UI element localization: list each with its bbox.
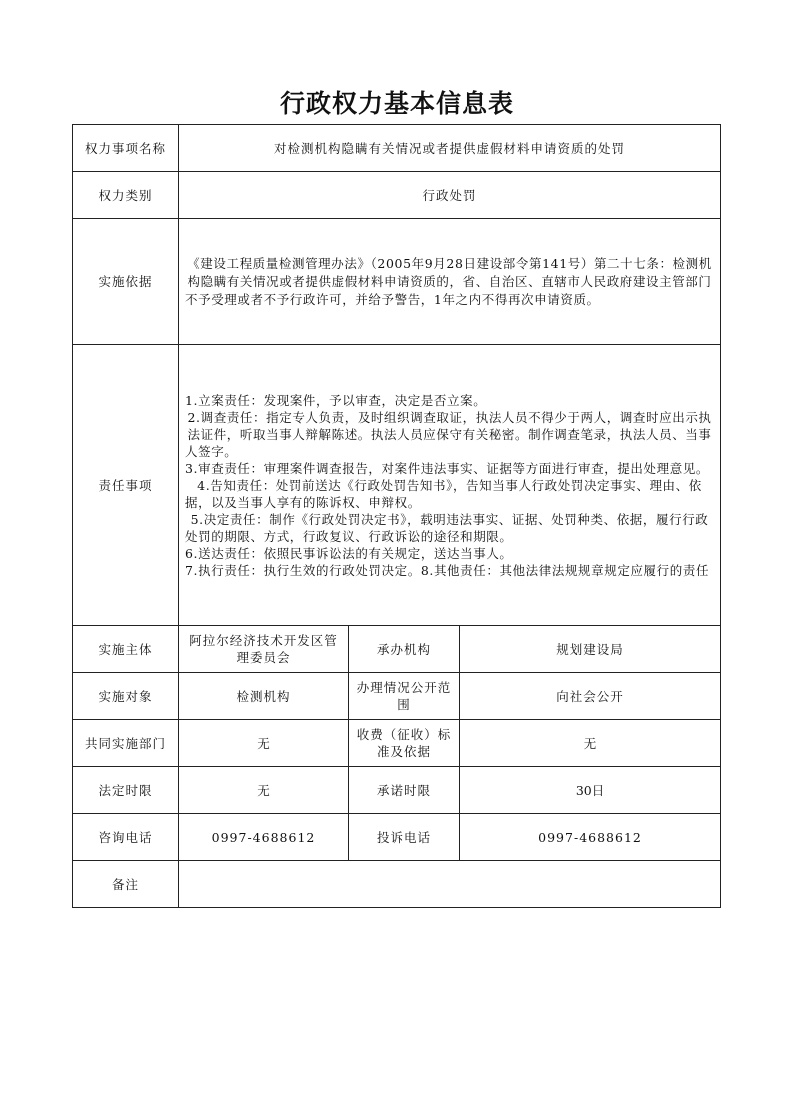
power-name-label: 权力事项名称	[73, 125, 179, 172]
responsibilities-label: 责任事项	[73, 345, 179, 626]
responsibility-item: 2.调查责任：指定专人负责，及时组织调查取证，执法人员不得少于两人，调查时应出示执法证件，听取当事人辩解陈述。执法人员应保守有关秘密。制作调查笔录，执法人员、当事人签字。	[185, 409, 712, 459]
legal-time-limit-value: 无	[179, 767, 349, 814]
power-name-value: 对检测机构隐瞒有关情况或者提供虚假材料申请资质的处罚	[179, 125, 721, 172]
legal-basis-value: 《建设工程质量检测管理办法》（2005年9月28日建设部令第141号）第二十七条：检测机构隐瞒有关情况或者提供虚假材料申请资质的，省、自治区、直辖市人民政府建设主管部门不予受理或者不予行政许可，并给予警告，1年之内不得再次申请资质。	[179, 219, 721, 345]
page-title: 行政权力基本信息表	[279, 89, 514, 118]
row-time-limit	[73, 767, 721, 814]
row-power-name	[73, 125, 721, 172]
responsibility-item: 5.决定责任：制作《行政处罚决定书》，载明违法事实、证据、处罚种类、依据，履行行政处罚的期限、方式，行政复议、行政诉讼的途径和期限。	[185, 511, 709, 544]
row-phone	[73, 814, 721, 861]
responsibilities-list	[179, 345, 721, 626]
responsibility-item: 6.送达责任：依照民事诉讼法的有关规定，送达当事人。	[185, 545, 513, 561]
remarks-value	[179, 861, 721, 908]
responsibility-item: 3.审查责任：审理案件调查报告，对案件违法事实、证据等方面进行审查，提出处理意见。	[185, 460, 710, 476]
remarks-label: 备注	[73, 861, 179, 908]
promised-time-limit-label: 承诺时限	[349, 767, 460, 814]
power-info-table	[72, 124, 721, 908]
complaint-phone-label: 投诉电话	[349, 814, 460, 861]
handling-agency-value: 规划建设局	[460, 626, 721, 673]
disclosure-scope-value: 向社会公开	[460, 673, 721, 720]
row-power-type	[73, 172, 721, 219]
disclosure-scope-label: 办理情况公开范围	[349, 673, 460, 720]
responsibility-item: 4.告知责任：处罚前送达《行政处罚告知书》，告知当事人行政处罚决定事实、理由、依据，以及当事人享有的陈诉权、申辩权。	[185, 477, 702, 510]
handling-agency-label: 承办机构	[349, 626, 460, 673]
responsibility-item: 1.立案责任：发现案件，予以审查，决定是否立案。	[185, 392, 487, 408]
row-joint-dept	[73, 720, 721, 767]
target-value: 检测机构	[179, 673, 349, 720]
implementer-value: 阿拉尔经济技术开发区管理委员会	[179, 626, 349, 673]
row-remarks	[73, 861, 721, 908]
fee-standard-value: 无	[460, 720, 721, 767]
legal-time-limit-label: 法定时限	[73, 767, 179, 814]
joint-dept-value: 无	[179, 720, 349, 767]
row-implementer	[73, 626, 721, 673]
responsibility-item: 7.执行责任：执行生效的行政处罚决定。8.其他责任：其他法律法规规章规定应履行的责任	[185, 562, 710, 578]
row-legal-basis	[73, 219, 721, 345]
power-type-value: 行政处罚	[179, 172, 721, 219]
joint-dept-label: 共同实施部门	[73, 720, 179, 767]
inquiry-phone-label: 咨询电话	[73, 814, 179, 861]
target-label: 实施对象	[73, 673, 179, 720]
implementer-label: 实施主体	[73, 626, 179, 673]
fee-standard-label: 收费（征收）标准及依据	[349, 720, 460, 767]
complaint-phone-value: 0997-4688612	[460, 814, 721, 861]
inquiry-phone-value: 0997-4688612	[179, 814, 349, 861]
row-responsibilities	[73, 345, 721, 626]
row-target	[73, 673, 721, 720]
power-type-label: 权力类别	[73, 172, 179, 219]
legal-basis-label: 实施依据	[73, 219, 179, 345]
promised-time-limit-value: 30日	[460, 767, 721, 814]
